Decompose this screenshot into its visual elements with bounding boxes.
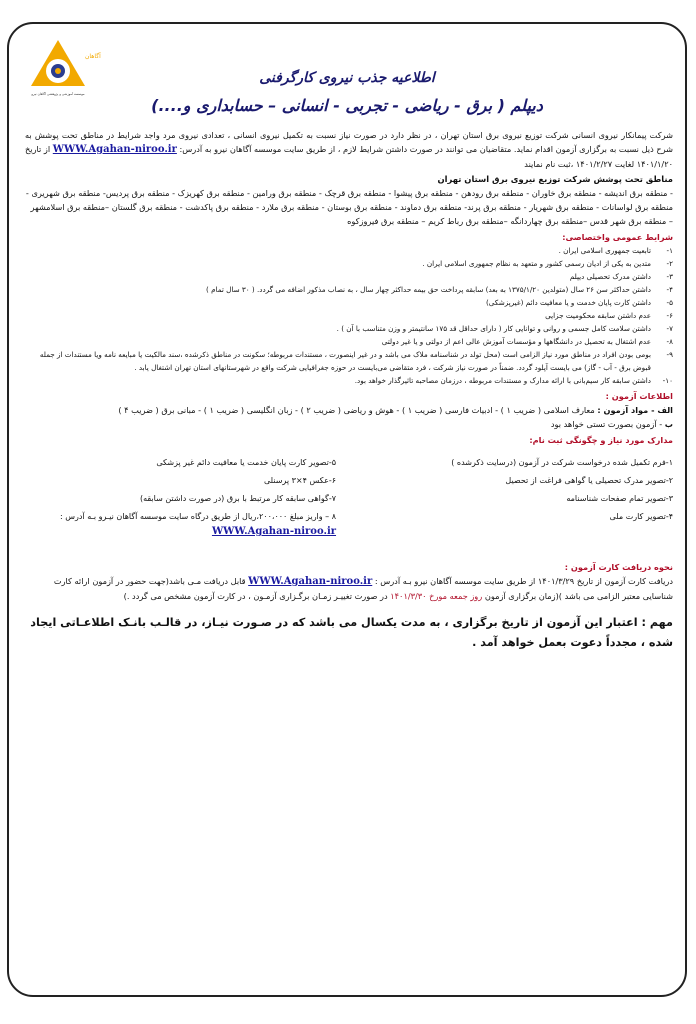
receive-paragraph — [25, 574, 673, 603]
receive-text-2: قابل دریافت مـی باشد(جهت حضور در آزمون ارائه کارت شناسایی معتبر الزامی می باشد )(زمان برگزاری آزمون — [53, 576, 673, 601]
list-item: ۲- متدین به یکی از ادیان رسمی کشور و متعهد به نظام جمهوری اسلامی ایران . — [422, 259, 673, 268]
list-item — [25, 509, 336, 539]
list-item: ۶-عکس ۴×۳ پرسنلی — [263, 476, 337, 485]
conditions-list — [25, 244, 673, 387]
agahan-logo — [23, 38, 101, 104]
payment-text: ۸ – واریز مبلغ ۲۰۰،۰۰۰،ریال از طریق درگاه سایت موسسه آگاهان نیـرو بـه آدرس : — [60, 512, 337, 521]
list-item: ۳- داشتن مدرک تحصیلی دیپلم — [569, 272, 673, 281]
exam-type — [25, 417, 673, 431]
receive-section — [25, 560, 673, 603]
card-download-link[interactable]: WWW.Agahan-niroo.ir — [248, 576, 373, 587]
receive-text-1: دریافت کارت آزمون از تاریخ ۱۴۰۱/۳/۲۹ از طریق سایت موسسه آگاهان نیرو بـه آدرس : — [374, 576, 673, 586]
exam-date: روز جمعه مورخ ۱۴۰۱/۳/۳۰ — [390, 591, 483, 601]
conditions-heading: شرایط عمومی واختصاصی: — [562, 232, 673, 242]
exam-heading: اطلاعات آزمون : — [605, 391, 673, 401]
registration-link[interactable]: WWW.Agahan-niroo.ir — [52, 144, 177, 155]
intro-text: شرکت پیمانکار نیروی انسانی شرکت توزیع نیروی برق استان تهران ، در نظر دارد در صورت نیاز نسبت به تکمیل نیروی انسانی ، تعدادی نیروی مرد واجد شرایط در مناطق تحت پوشش به شرح ذیل نسبت به برگزاری آزمون اقدام نماید. متقاضیان می توانند در صورت داشتن شرایط لازم ، از طریق سایت موسسه آگاهان نیرو به آدرس: — [25, 130, 674, 154]
list-item: ۵-تصویر کارت پایان خدمت یا معافیت دائم غیر پزشکی — [156, 458, 337, 467]
intro-dates: از تاریخ ۱۴۰۱/۱/۲۰ لغایت ۱۴۰۱/۲/۲۷ ،ثبت نام نمایند — [25, 144, 673, 169]
regions-list: - منطقه برق اندیشه - منطقه برق خاوران - منطقه برق رودهن - منطقه برق پیشوا - منطقه برق قرچک - منطقه برق ورامین - منطقه برق کهریزک - منطقه برق پردیس- منطقه برق شهریری - منطقه برق لواسانات - منطقه برق شهریار - منطقه برق پرند- منطقه برق دماوند - منطقه برق بوستان - منطقه برق ملارد - منطقه برق پاکدشت - منطقه برق گلستان –منطقه برق اسلامشهر – منطقه برق شهر قدس –منطقه برق چهاردانگه –منطقه برق رباط کریم – منطقه برق فیروزکوه — [25, 188, 673, 226]
list-item: ۸- عدم اشتغال به تحصیل در دانشگاهها و مؤسسات آموزش عالی اعم از دولتی و یا غیر دولتی — [381, 337, 673, 346]
notice-frame — [7, 22, 687, 997]
list-item: ۱-فرم تکمیل شده درخواست شرکت در آزمون (درسایت ذکرشده ) — [451, 458, 673, 467]
exam-subjects-label: الف - مواد آزمون : — [597, 405, 673, 415]
notice-body — [25, 128, 673, 664]
list-item: ۱- تابعیت جمهوری اسلامی ایران . — [558, 246, 673, 255]
notice-title: اطلاعیه جذب نیروی کارگرفنی — [259, 70, 435, 86]
list-item: ۱۰- داشتن سابقه کار سیم‌بانی با ارائه مدارک و مستندات مربوطه ، درزمان مصاحبه تاثیرگذار خواهد بود. — [354, 376, 673, 385]
logo-subtitle: موسسه آموزشی و پژوهشی آگاهان نیرو — [31, 92, 85, 96]
payment-link[interactable]: WWW.Agahan-niroo.ir — [211, 526, 337, 537]
notice-subtitle: دیپلم ( برق - ریاضی - تجربی - انسانی – حسابداری و....) — [151, 96, 543, 115]
list-item: ۷- داشتن سلامت کامل جسمی و روانی و توانایی کار ( دارای حداقل قد ۱۷۵ سانتیمتر و وزن متناسب با آن ) . — [336, 324, 673, 333]
logo-label: آگاهان — [85, 53, 101, 60]
important-note — [25, 613, 673, 653]
list-item: ۳-تصویر تمام صفحات شناسنامه — [566, 494, 673, 503]
receive-heading: نحوه دریافت کارت آزمون : — [564, 562, 673, 572]
list-item: ۹- بومی بودن افراد در مناطق مورد نیاز الزامی است (محل تولد در شناسنامه ملاک می باشد و در غیر اینصورت ، مستندات مربوطه؛ سکونت در مناطق ذکرشده ،سند مالکیت یا مبایعه نامه ویا مستندات از جمله قبوض برق - آب - گاز) می بایست آپلود گردد. ضمناً در صورت نیاز شرکت ، فرد متقاضی می‌بایست در حوزه جغرافیایی شرکت واقع در شهرستانهای استان تهران اشتغال یابد . — [39, 350, 673, 372]
list-item: ۶- عدم داشتن سابقه محکومیت جزایی — [545, 311, 673, 320]
important-label: مهم : — [641, 616, 673, 629]
list-item: ۴- داشتن حداکثر سن ۲۶ سال (متولدین ۱۳۷۵/۱/۲۰ به بعد) سابقه پرداخت حق بیمه حداکثر چهار سال ، به نصاب مذکور اضافه می گردد. ( ۳۰ سال تمام ) — [206, 285, 673, 294]
documents-list — [25, 455, 673, 542]
list-item: ۲-تصویر مدرک تحصیلی یا گواهی فراغت از تحصیل — [505, 476, 673, 485]
documents-column-left — [25, 455, 336, 542]
documents-heading: مدارک مورد نیاز و چگونگی ثبت نام: — [529, 435, 673, 445]
receive-text-3: در صورت تغییـر زمـان برگـزاری آزمـون ، در کارت آزمون مشخص می گردد .) — [123, 591, 388, 601]
intro-paragraph — [25, 128, 673, 171]
list-item: ۴-تصویر کارت ملی — [609, 512, 673, 521]
exam-type-label: ب — [664, 419, 673, 429]
exam-type-text: - آزمون بصورت تستی خواهد بود — [550, 419, 663, 429]
list-item: ۵- داشتن کارت پایان خدمت و یا معافیت دائم (غیرپزشکی) — [485, 298, 673, 307]
important-text: اعتبار این آزمون از تاریخ برگزاری ، به مدت یکسال می باشد که در صـورت نیـاز، در قالـب بانـک اطلاعـاتی ایجاد شده ، مجدداً دعوت بعمل خواهد آمد . — [30, 616, 673, 649]
logo-mark-icon — [23, 38, 101, 104]
exam-subjects-text: معارف اسلامی ( ضریب ۱ ) - ادبیات فارسی ( ضریب ۱ ) - هوش و ریاضی ( ضریب ۲ ) - زبان انگلیسی ( ضریب ۱ ) - مبانی برق ( ضریب ۴ ) — [118, 405, 595, 415]
exam-subjects — [25, 403, 673, 417]
list-item: ۷-گواهی سابقه کار مرتبط با برق (در صورت داشتن سابقه) — [139, 494, 337, 503]
documents-column-right — [362, 455, 673, 542]
regions-heading: مناطق تحت پوشش شرکت توزیع نیروی برق استان تهران — [437, 174, 673, 184]
